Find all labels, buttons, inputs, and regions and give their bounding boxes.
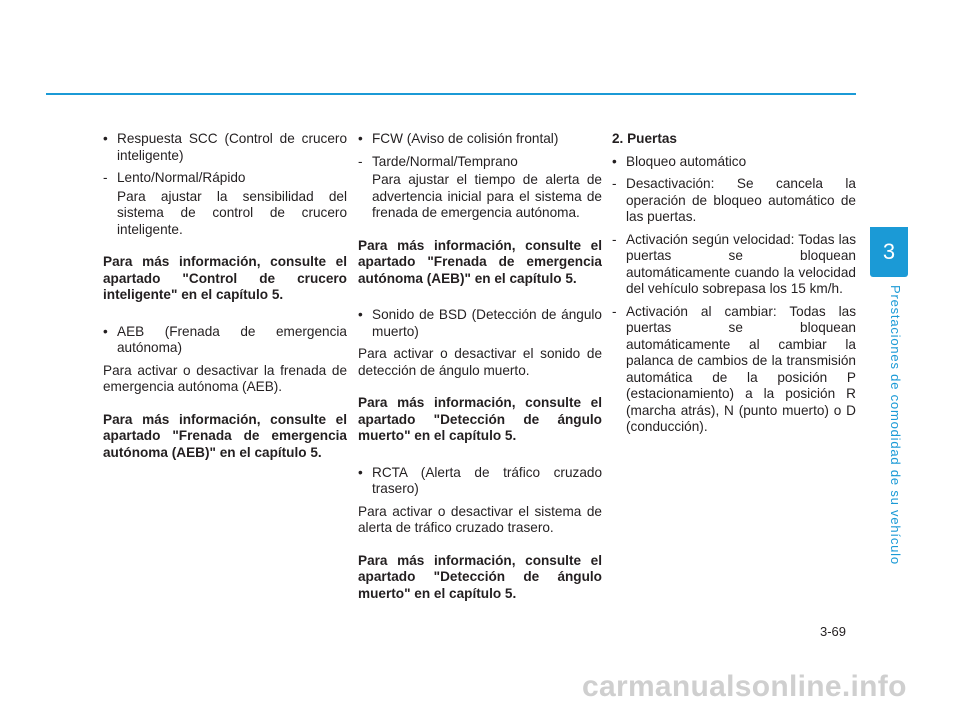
column-1 [103,131,347,461]
page-number: 3-69 [820,624,847,639]
dash-marker: - [612,231,617,247]
bullet-item-fcw [358,131,602,148]
dash-item-speed [103,170,347,187]
dash-marker: - [358,153,363,169]
dash-marker: - [103,170,108,185]
reference-note: Para más información, consulte el apartado "Detección de ángulo muerto" en el capítulo 5. [358,552,602,601]
dash-item-timing [358,154,602,171]
column-2 [358,131,602,602]
dash-text: Activación según velocidad: Todas las puertas se bloquean automáticamente cuando la velocidad del vehículo sobrepasa los 15 km/h. [626,231,856,296]
bullet-item-scc [103,131,347,164]
watermark: carmanualsonline.info [582,670,907,703]
paragraph: Para activar o desactivar la frenada de emergencia autónoma (AEB). [103,362,347,394]
section-heading: 2. Puertas [612,131,677,146]
dash-item-speed-lock [612,232,856,298]
dash-marker: - [612,303,617,319]
reference-note: Para más información, consulte el apartado "Control de crucero inteligente" en el capítulo 5. [103,254,347,302]
chapter-title-vertical: Prestaciones de comodidad de su vehículo [888,285,903,565]
reference-note: Para más información, consulte el apartado "Frenada de emergencia autónoma (AEB)" en el capítulo 5. [103,411,347,460]
dash-item-disable [612,176,856,226]
bullet-text: FCW (Aviso de colisión frontal) [372,131,559,146]
chapter-number-tab: 3 [870,227,908,277]
bullet-text: AEB (Frenada de emergencia autónoma) [117,323,347,355]
paragraph: Para activar o desactivar el sonido de detección de ángulo muerto. [358,346,602,378]
dash-marker: - [612,176,617,191]
dash-text: Tarde/Normal/Temprano [372,153,518,169]
dash-text: Desactivación: Se cancela la operación de bloqueo automático de las puertas. [626,176,856,224]
bullet-item-aeb [103,324,347,357]
reference-note: Para más información, consulte el apartado "Frenada de emergencia autónoma (AEB)" en el capítulo 5. [358,237,602,286]
dash-description: Para ajustar la sensibilidad del sistema de control de crucero inteligente. [117,188,347,237]
header-rule [46,93,856,95]
bullet-marker: • [103,323,108,339]
reference-note: Para más información, consulte el apartado "Detección de ángulo muerto" en el capítulo 5. [358,395,602,443]
bullet-item-rcta [358,465,602,498]
bullet-marker: • [358,131,363,146]
bullet-text: Sonido de BSD (Detección de ángulo muerto) [372,307,602,339]
bullet-marker: • [103,131,108,146]
dash-text: Lento/Normal/Rápido [117,170,246,185]
bullet-item-bsd [358,307,602,340]
bullet-item-autolock [612,154,856,171]
bullet-marker: • [358,464,363,480]
paragraph: Para activar o desactivar el sistema de alerta de tráfico cruzado trasero. [358,503,602,535]
dash-item-shift-lock [612,304,856,436]
bullet-text: RCTA (Alerta de tráfico cruzado trasero) [372,464,602,496]
bullet-text: Respuesta SCC (Control de crucero inteligente) [117,131,347,163]
column-3 [612,131,856,436]
bullet-marker: • [612,153,617,169]
bullet-text: Bloqueo automático [626,153,747,169]
dash-text: Activación al cambiar: Todas las puertas se bloquean automáticamente al cambiar la palanca de cambios de la transmisión automática de la posición P (estacionamiento) a la posición R (marcha atrás), N (punto muerto) o D (conducción). [626,303,856,434]
bullet-marker: • [358,307,363,322]
dash-description: Para ajustar el tiempo de alerta de advertencia inicial para el sistema de frenada de emergencia autónoma. [372,172,602,220]
